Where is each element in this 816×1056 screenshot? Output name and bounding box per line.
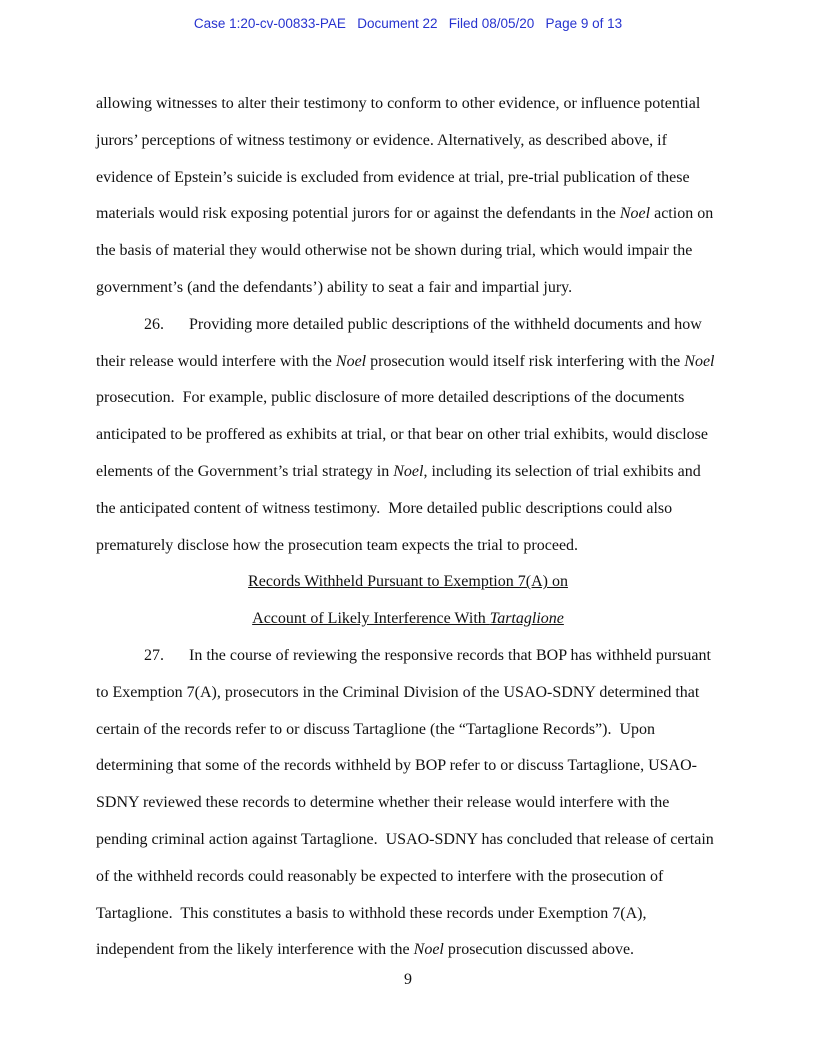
heading-exemption-7a-line-2	[96, 601, 720, 638]
paragraph-27	[96, 638, 720, 969]
italic-case-name: Noel	[413, 941, 444, 959]
heading-exemption-7a-line-1	[96, 564, 720, 601]
text-run: allowing witnesses to alter their testimony to conform to other evidence, or influence potential jurors’ perceptions of witness testimony or evidence. Alternatively, as described above, if evidence of Epstein’s suicide is excluded from evidence at trial, pre-trial publication of these materials would risk exposing potential jurors for or against the defendants in the	[96, 95, 705, 223]
text-run: prosecution would itself risk interfering with the	[366, 352, 685, 370]
text-run: , including its selection of trial exhibits and the anticipated content of witness testimony. More detailed public descriptions could also prematurely disclose how the prosecution team expects the trial to proceed.	[96, 462, 705, 554]
text-run: prosecution. For example, public disclosure of more detailed descriptions of the documents anticipated to be proffered as exhibits at trial, or that bear on other trial exhibits, would disclose elements of the Government’s trial strategy in	[96, 352, 719, 480]
text-run: In the course of reviewing the responsive records that BOP has withheld pursuant to Exemption 7(A), prosecutors in the Criminal Division of the USAO-SDNY determined that certain of the records refer to or discuss Tartaglione (the “Tartaglione Records”). Upon determining that some of the records withheld by BOP refer to or discuss Tartaglione, USAO-SDNY reviewed these records to determine whether their release would interfere with the pending criminal action against Tartaglione. USAO-SDNY has concluded that release of certain of the withheld records could reasonably be expected to interfere with the prosecution of Tartaglione. This constitutes a basis to withhold these records under Exemption 7(A), independent from the likely interference with the	[96, 646, 718, 959]
text-run: Records Withheld Pursuant to Exemption 7(A) on	[248, 573, 568, 591]
text-run: Providing more detailed public descriptions of the withheld documents and how their release would interfere with the	[96, 315, 706, 370]
paragraph-26	[96, 307, 720, 565]
page-number: 9	[404, 971, 412, 988]
text-run: 26.	[144, 315, 164, 333]
document-body	[96, 86, 720, 969]
italic-case-name: Tartaglione	[489, 610, 564, 628]
text-run: Account of Likely Interference With	[252, 610, 490, 628]
italic-case-name: Noel	[335, 352, 367, 370]
italic-case-name: Noel	[684, 352, 715, 370]
italic-case-name: Noel	[393, 462, 424, 480]
text-run: action on the basis of material they would otherwise not be shown during trial, which would impair the government’s (and the defendants’) ability to seat a fair and impartial jury.	[96, 205, 718, 296]
text-run: prosecution discussed above.	[443, 941, 635, 959]
italic-case-name: Noel	[619, 205, 651, 223]
case-header-stamp: Case 1:20-cv-00833-PAE Document 22 Filed 08/05/20 Page 9 of 13	[193, 16, 623, 31]
text-run: 27.	[144, 646, 164, 664]
paragraph-25-continuation	[96, 86, 720, 307]
